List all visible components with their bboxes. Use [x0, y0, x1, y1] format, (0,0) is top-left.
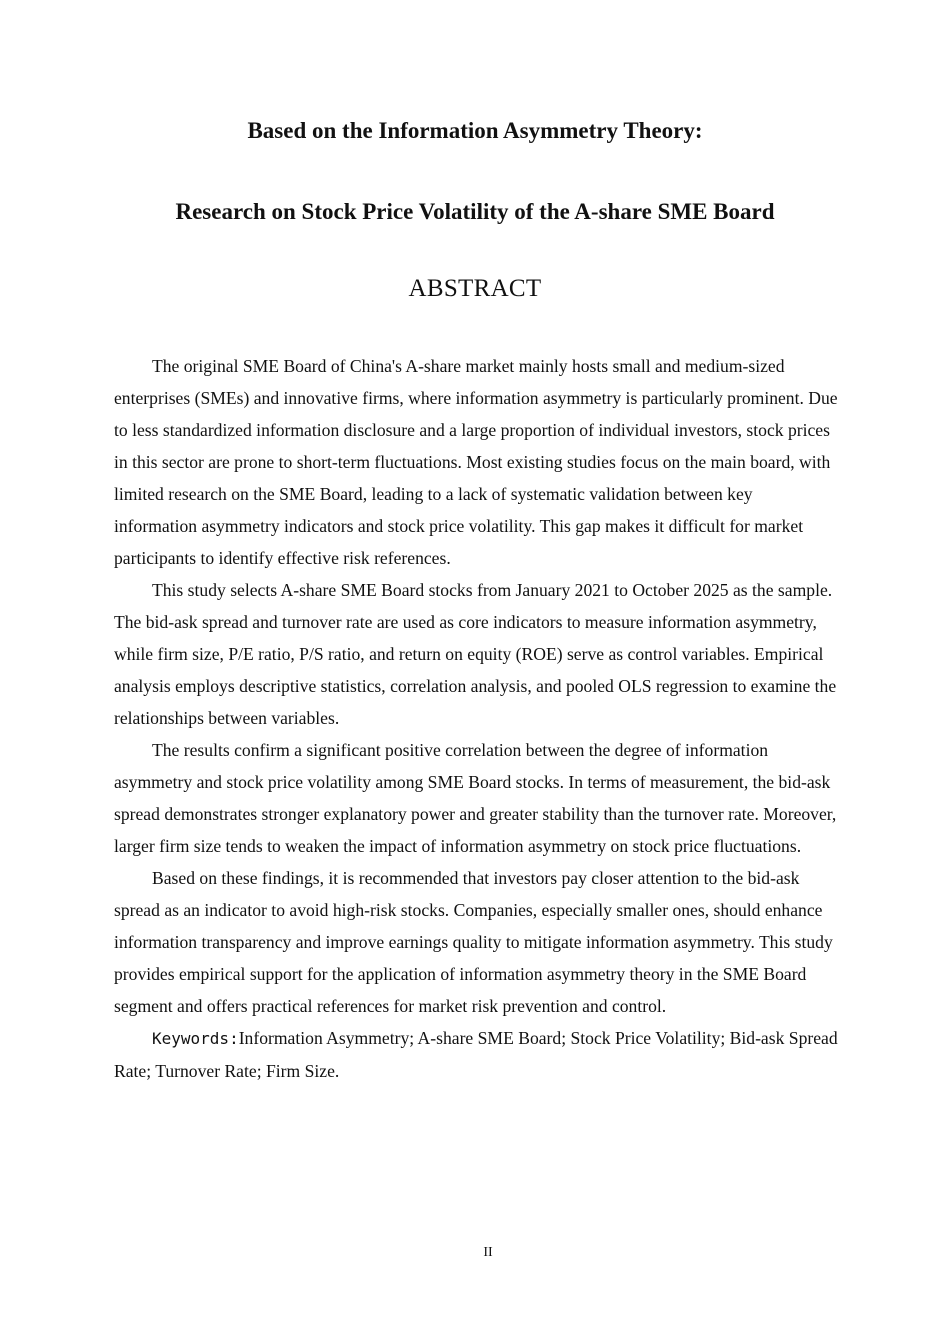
keywords-text: Information Asymmetry; A-share SME Board; Stock Price Volatility; Bid-ask Spread Rate; Turnover Rate; Firm Size. — [114, 1028, 838, 1081]
abstract-paragraph-1: The original SME Board of China's A-share market mainly hosts small and medium-sized enterprises (SMEs) and innovative firms, where information asymmetry is particularly prominent. Due to less standardized information disclosure and a large proportion of individual investors, stock prices in this sector are prone to short-term fluctuations. Most existing studies focus on the main board, with limited research on the SME Board, leading to a lack of systematic validation between key information asymmetry indicators and stock price volatility. This gap makes it difficult for market participants to identify effective risk references. — [114, 356, 838, 568]
title-line-2: Research on Stock Price Volatility of the A-share SME Board — [175, 199, 775, 224]
keywords-paragraph — [114, 1022, 838, 1087]
keywords-label: Keywords: — [152, 1029, 239, 1048]
page-number: II — [483, 1245, 493, 1260]
abstract-paragraph-3: The results confirm a significant positive correlation between the degree of information asymmetry and stock price volatility among SME Board stocks. In terms of measurement, the bid-ask spread demonstrates stronger explanatory power and greater stability than the turnover rate. Moreover, larger firm size tends to weaken the impact of information asymmetry on stock price fluctuations. — [114, 740, 837, 856]
title-line-1: Based on the Information Asymmetry Theory: — [247, 118, 703, 143]
abstract-paragraph-2: This study selects A-share SME Board stocks from January 2021 to October 2025 as the sample. The bid-ask spread and turnover rate are used as core indicators to measure information asymmetry, while firm size, P/E ratio, P/S ratio, and return on equity (ROE) serve as control variables. Empirical analysis employs descriptive statistics, correlation analysis, and pooled OLS regression to examine the relationships between variables. — [114, 580, 837, 728]
abstract-body — [114, 350, 838, 1087]
abstract-heading: ABSTRACT — [408, 275, 542, 302]
abstract-paragraph-4: Based on these findings, it is recommended that investors pay closer attention to the bid-ask spread as an indicator to avoid high-risk stocks. Companies, especially smaller ones, should enhance information transparency and improve earnings quality to mitigate information asymmetry. This study provides empirical support for the application of information asymmetry theory in the SME Board segment and offers practical references for market risk prevention and control. — [114, 868, 833, 1016]
